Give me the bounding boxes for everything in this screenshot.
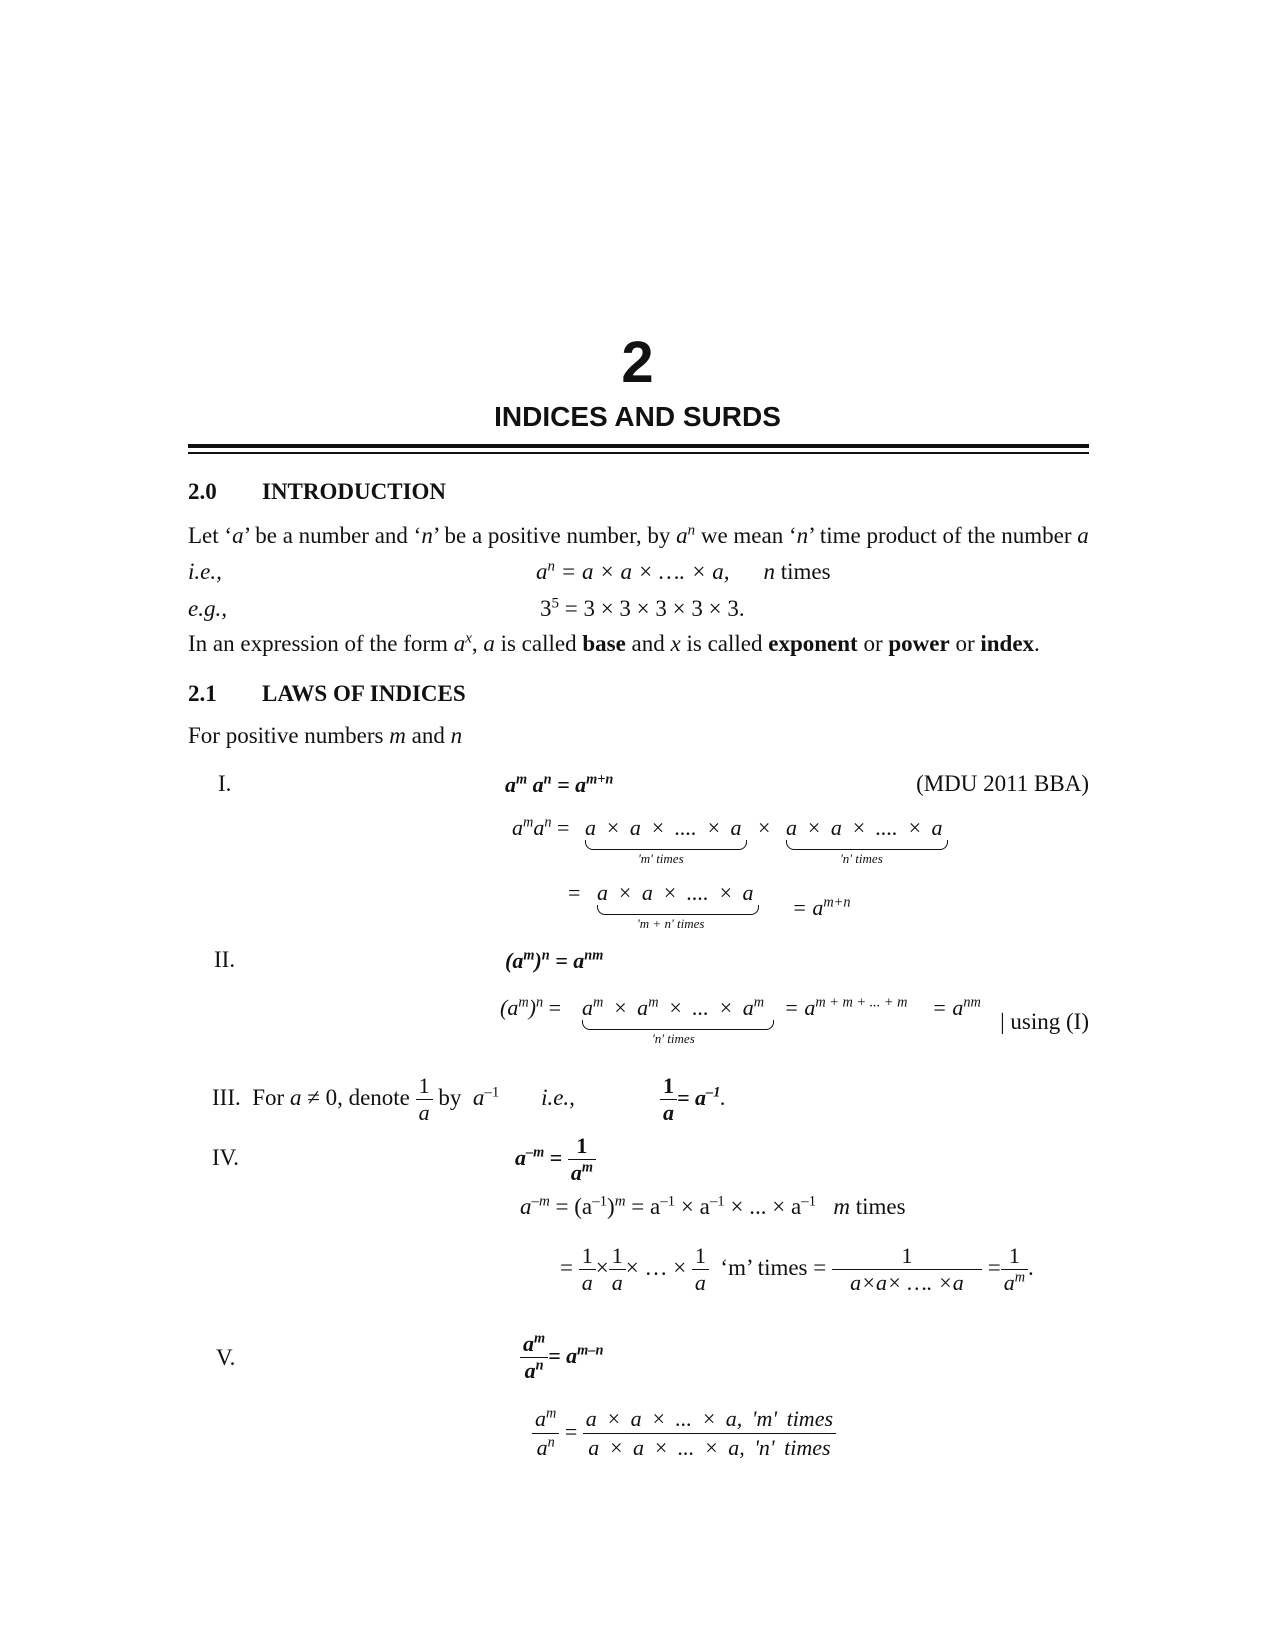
chapter-number: 2 [621, 330, 654, 395]
law4-step2: = $\frac{1}{a}$ × $\frac{1}{a}$ × … × $\frac{1}{a}$ ‘m’ times = $\frac{1}{a\times a\times \dots. \times a}$ = $\frac{1}{a^m}$ . [560, 1243, 1034, 1296]
equals-sign: = [568, 880, 581, 905]
underbrace [786, 840, 948, 850]
underbrace [582, 1020, 774, 1030]
law2-rule: $(a^m)^n = a^{nm}$ [505, 947, 604, 973]
law1-rule: $a^m$ $a^n = a^{m+n}$ [505, 771, 614, 797]
brace-caption: 'n' times [652, 1031, 695, 1046]
heading-rule-thin [188, 452, 1089, 454]
underbrace [597, 905, 759, 915]
law1-group-mn: a × a × .... × a [597, 880, 754, 905]
law1-result: = $a^{m+n}$ [792, 894, 851, 920]
law4-step1: $a^{-m} = (a^{-1})^m = a^{-1} \times a^{-1}$ × ... × $a^{-1}$ m times [520, 1193, 906, 1219]
power-definition-formula: $a^n = a \times a$ × …. × a, n times [536, 558, 831, 584]
heading-rule-thick [188, 444, 1089, 448]
section-number: 2.1 [188, 681, 217, 706]
law2-step-lhs: $(a^m)^n$ = [500, 994, 562, 1020]
law1-group-m: a × a × .... × a [585, 815, 742, 840]
base-exponent-paragraph: In an expression of the form $a^x$, a is called base and x is called exponent or power or index. [188, 630, 1040, 656]
law1-reference: (MDU 2011 BBA) [916, 771, 1089, 796]
law-label: IV. [212, 1145, 240, 1170]
law-label: V. [216, 1345, 236, 1370]
law3-statement: III. For a ≠ 0, denote $\frac{1}{a}$ by $a^{-1}$ i.e., [212, 1073, 575, 1126]
intro-paragraph: Let ‘a’ be a number and ‘n’ be a positive number, by $a^n$ we mean ‘n’ time product of the number a [188, 522, 1089, 548]
chapter-title: INDICES AND SURDS [494, 401, 781, 432]
underbrace [585, 840, 747, 850]
brace-caption: 'm' times [638, 851, 684, 866]
section-title: LAWS OF INDICES [262, 681, 466, 706]
brace-caption: 'm + n' times [637, 916, 705, 931]
example-formula: $3^5 = 3 \times 3 \times 3 \times 3 \times 3$. [540, 595, 745, 621]
law1-group-n: a × a × .... × a [786, 815, 943, 840]
brace-caption: 'n' times [840, 851, 883, 866]
law4-rule: $a^{-m}$ = $\frac{1}{a^m}$ [515, 1128, 596, 1188]
eg-label: e.g., [188, 596, 227, 621]
law2-result: = $a^{nm}$ [932, 994, 981, 1020]
law5-step: $\frac{a^m}{a^n}$ = $\frac{\text{a × a × ... × a, 'm' times}}{\text{a × a × ... × a, 'n' times}}$ [532, 1402, 836, 1462]
section-number: 2.0 [188, 479, 217, 504]
ie-label: i.e., [188, 559, 222, 584]
law-label: II. [214, 947, 236, 972]
law5-rule: $\frac{a^m}{a^n}$ = $a^{m-n}$ [520, 1326, 603, 1386]
law-label: I. [218, 771, 232, 796]
times-sign: × [758, 815, 771, 840]
law3-rule: $\frac{1}{a}$ = $a^{-1}$. [660, 1068, 726, 1128]
law2-note: | using (I) [1000, 1009, 1089, 1034]
law1-step1-lhs: $a^ma^n$ = [512, 814, 570, 840]
laws-intro: For positive numbers m and n [188, 723, 463, 748]
law2-group: $a^m \times a^m$ × ... × $a^m$ [582, 994, 765, 1020]
section-title: INTRODUCTION [262, 479, 447, 504]
law2-sum: = $a^{m + m + ... + m}$ [784, 994, 908, 1020]
